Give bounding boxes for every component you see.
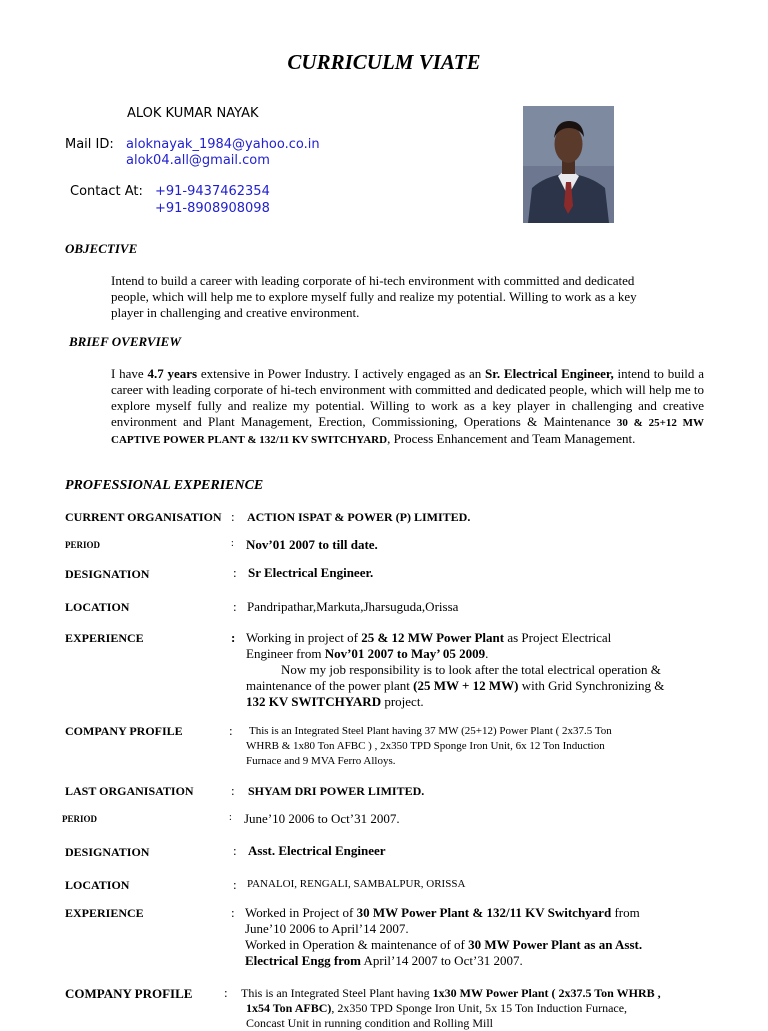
last-experience-text xyxy=(245,905,705,969)
profile-photo xyxy=(523,106,614,223)
colon: : xyxy=(231,783,235,798)
last-location-value: PANALOI, RENGALI, SAMBALPUR, ORISSA xyxy=(247,878,466,890)
current-profile-text xyxy=(246,724,612,769)
exp-text: with Grid Synchronizing & xyxy=(518,678,665,693)
overview-text: extensive in Power Industry. I actively engaged as an xyxy=(197,366,486,381)
current-profile-label: COMPANY PROFILE xyxy=(65,724,183,738)
exp-bold: 30 MW Power Plant & 132/11 KV Switchyard xyxy=(356,905,612,920)
overview-plant: 30 & 25+12 MW CAPTIVE POWER PLANT & 132/11 KV SWITCHYARD xyxy=(111,417,704,446)
last-profile-text xyxy=(241,986,705,1031)
profile-text: Concast Unit in running condition and Rolling Mill xyxy=(246,1016,493,1030)
candidate-name: ALOK KUMAR NAYAK xyxy=(127,106,259,121)
exp-text: Engineer from xyxy=(246,646,325,661)
exp-text: . xyxy=(485,646,489,661)
document-title: CURRICULM VIATE xyxy=(287,50,481,74)
objective-line: people, which will help me to explore myself fully and realize my potential. Willing to work as a key xyxy=(111,289,637,304)
colon: : xyxy=(231,905,235,920)
exp-text: Worked in Project of xyxy=(245,905,357,920)
exp-text: Worked in Operation & maintenance of of xyxy=(245,937,469,952)
colon: : xyxy=(231,538,234,549)
colon: : xyxy=(231,630,236,645)
current-org-value: ACTION ISPAT & POWER (P) LIMITED. xyxy=(247,510,471,524)
exp-text: June’10 2006 to April’14 2007. xyxy=(245,921,409,936)
objective-line: Intend to build a career with leading corporate of hi-tech environment with committed and dedicated xyxy=(111,273,635,288)
overview-text: , Process Enhancement and Team Management. xyxy=(387,431,636,446)
colon: : xyxy=(229,812,232,823)
current-location-value: Pandripathar,Markuta,Jharsuguda,Orissa xyxy=(247,599,459,614)
exp-text: from xyxy=(611,905,640,920)
overview-heading: BRIEF OVERVIEW xyxy=(69,334,181,349)
exp-bold: Nov’01 2007 to May’ 05 2009 xyxy=(324,646,486,661)
last-designation-label: DESIGNATION xyxy=(65,845,150,859)
last-period-value: June’10 2006 to Oct’31 2007. xyxy=(244,811,400,826)
current-designation-value: Sr Electrical Engineer. xyxy=(248,565,374,580)
current-period-value: Nov’01 2007 to till date. xyxy=(246,537,378,552)
last-period-label: PERIOD xyxy=(62,814,98,824)
exp-text: April’14 2007 to Oct’31 2007. xyxy=(361,953,523,968)
experience-heading: PROFESSIONAL EXPERIENCE xyxy=(65,478,264,493)
objective-line: player in challenging and creative environment. xyxy=(111,305,360,320)
profile-text: This is an Integrated Steel Plant having xyxy=(241,986,433,1000)
current-org-label: CURRENT ORGANISATION xyxy=(65,510,222,524)
last-org-value: SHYAM DRI POWER LIMITED. xyxy=(248,784,425,798)
exp-bold: Electrical Engg from xyxy=(245,953,362,968)
colon: : xyxy=(224,985,228,1000)
contact-label: Contact At: xyxy=(70,184,143,199)
exp-bold: 132 KV SWITCHYARD xyxy=(246,694,382,709)
current-experience-label: EXPERIENCE xyxy=(65,631,144,645)
colon: : xyxy=(233,599,237,614)
colon: : xyxy=(231,509,235,524)
last-org-label: LAST ORGANISATION xyxy=(65,784,194,798)
exp-text: Now my job responsibility is to look after the total electrical operation & xyxy=(281,662,661,677)
current-period-label: PERIOD xyxy=(65,540,101,550)
last-designation-value: Asst. Electrical Engineer xyxy=(248,843,386,858)
profile-bold: 1x30 MW Power Plant ( 2x37.5 Ton WHRB , xyxy=(432,986,661,1000)
profile-line: This is an Integrated Steel Plant having 37 MW (25+12) Power Plant ( 2x37.5 Ton xyxy=(249,725,612,737)
exp-text: Working in project of xyxy=(246,630,362,645)
person-photo-icon xyxy=(523,106,614,223)
current-designation-label: DESIGNATION xyxy=(65,567,150,581)
mail-label: Mail ID: xyxy=(65,137,114,152)
exp-text: maintenance of the power plant xyxy=(246,678,414,693)
objective-heading: OBJECTIVE xyxy=(65,241,138,256)
exp-text: as Project Electrical xyxy=(504,630,612,645)
profile-line: Furnace and 9 MVA Ferro Alloys. xyxy=(246,755,396,767)
profile-text: , 2x350 TPD Sponge Iron Unit, 5x 15 Ton Induction Furnace, xyxy=(331,1001,628,1015)
email-link-yahoo[interactable]: aloknayak_1984@yahoo.co.in xyxy=(126,137,320,152)
colon: : xyxy=(233,565,237,580)
phone-number-1: +91-9437462354 xyxy=(155,184,270,199)
overview-text: intend to build a career with leading corporate of hi-tech environment with committed and dedicated people, which will help me to explore myself fully and realize my potential. Willing to work as a key player in challenging and creative environment and Plant Management, Erection, Commissioning, Operations & Maintenance xyxy=(111,366,704,429)
exp-bold: 30 MW Power Plant as an Asst. xyxy=(468,937,643,952)
colon: : xyxy=(233,877,237,892)
overview-role: Sr. Electrical Engineer, xyxy=(485,366,614,381)
exp-bold: (25 MW + 12 MW) xyxy=(413,678,519,693)
phone-number-2: +91-8908908098 xyxy=(155,201,270,216)
last-location-label: LOCATION xyxy=(65,878,130,892)
current-experience-text xyxy=(246,630,706,710)
profile-bold: 1x54 Ton AFBC) xyxy=(246,1001,332,1015)
exp-bold: 25 & 12 MW Power Plant xyxy=(361,630,505,645)
email-link-gmail[interactable]: alok04.all@gmail.com xyxy=(126,153,270,168)
colon: : xyxy=(229,723,233,738)
last-experience-label: EXPERIENCE xyxy=(65,906,144,920)
objective-paragraph xyxy=(111,273,704,321)
current-location-label: LOCATION xyxy=(65,600,130,614)
overview-paragraph xyxy=(111,366,704,448)
colon: : xyxy=(233,843,237,858)
exp-text: project. xyxy=(381,694,424,709)
overview-text: I have xyxy=(111,366,148,381)
last-profile-label: COMPANY PROFILE xyxy=(65,986,193,1001)
profile-line: WHRB & 1x80 Ton AFBC ) , 2x350 TPD Sponge Iron Unit, 6x 12 Ton Induction xyxy=(246,740,605,752)
overview-years: 4.7 years xyxy=(147,366,198,381)
